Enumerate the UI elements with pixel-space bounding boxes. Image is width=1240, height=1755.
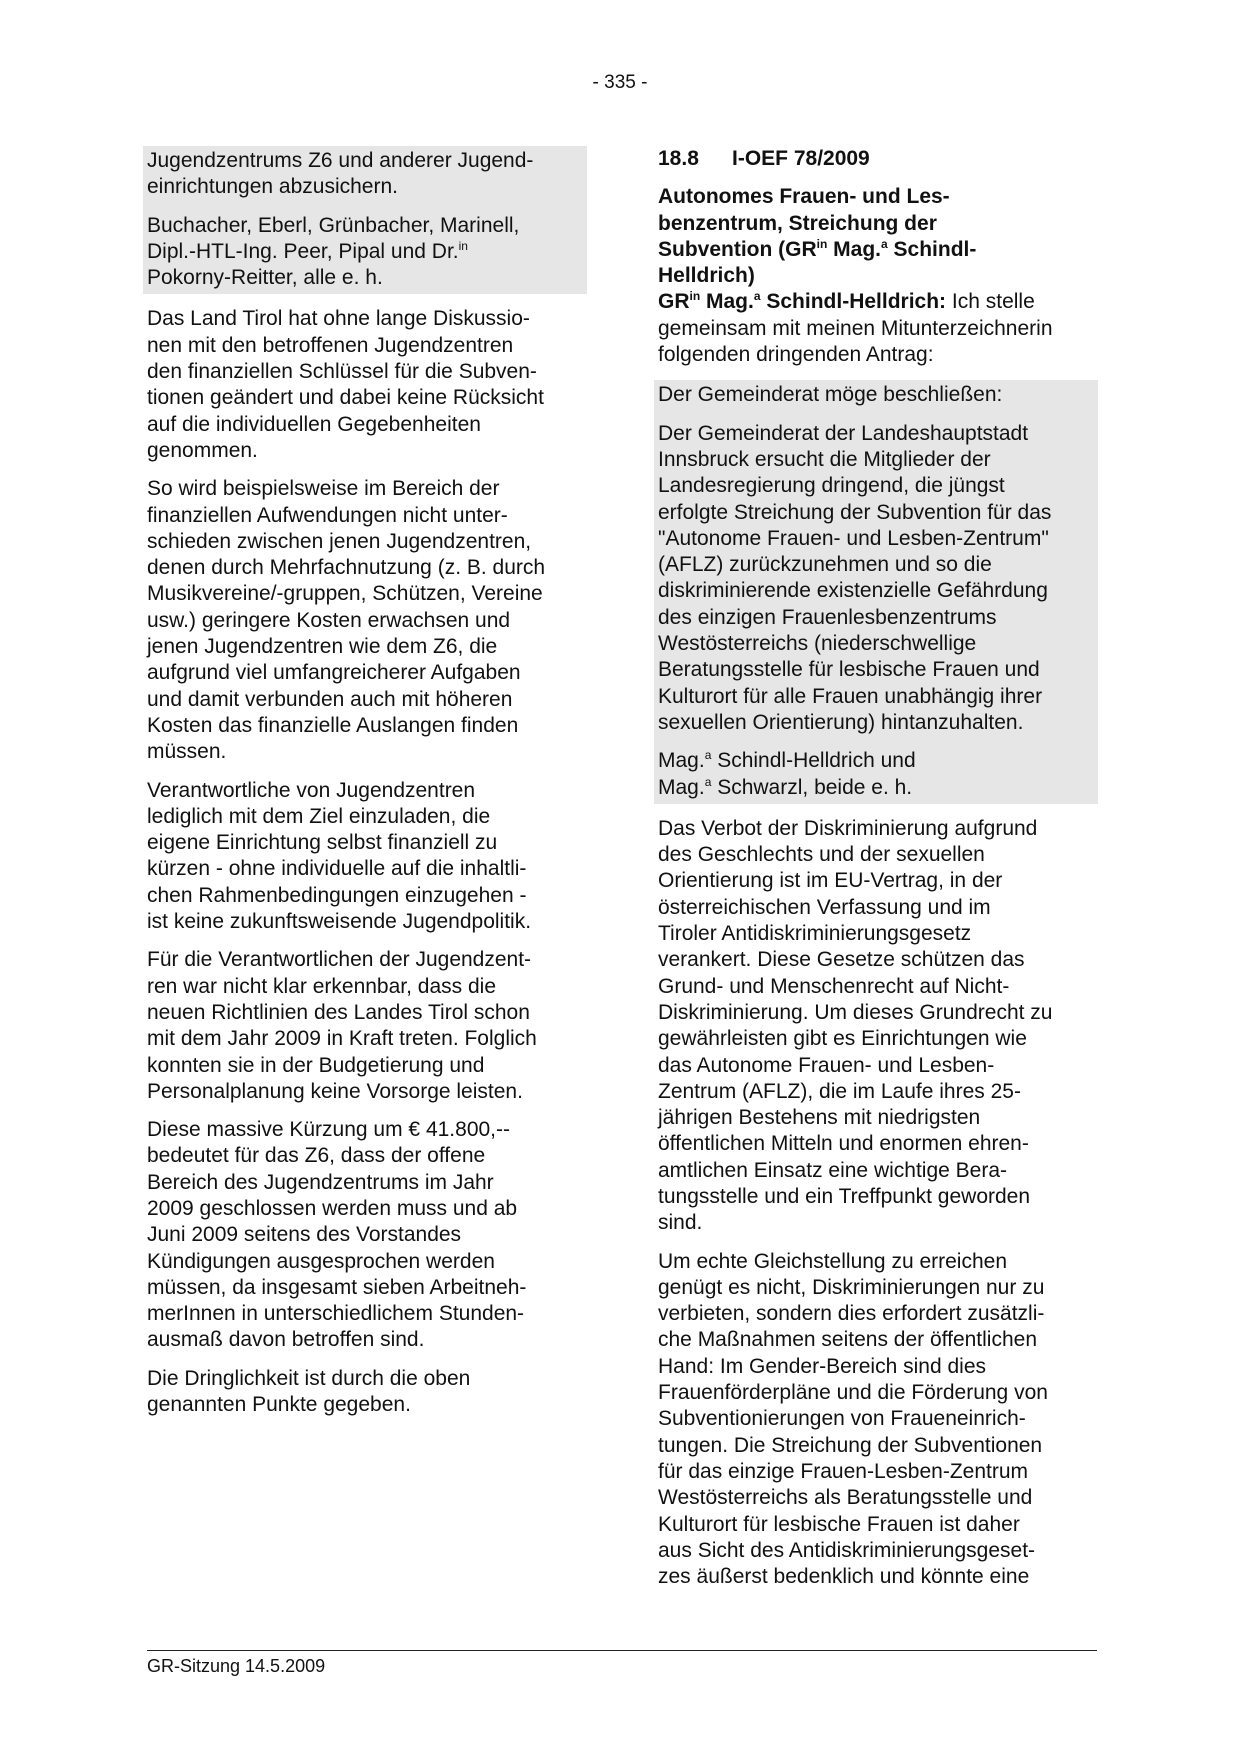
- section-number: 18.8: [658, 147, 699, 170]
- footer-divider: [147, 1650, 1097, 1651]
- paragraph: Das Verbot der Diskriminierung aufgrund des Geschlechts und der sexuellen Orientierung ist im EU-Vertrag, in der österreichischen Verfassung und im Tiroler Antidiskriminierungsgesetz verankert. Diese Gesetze schützen das Grund- und Menschenrecht auf Nicht- Diskriminierung. Um dieses Grundrecht zu gewährleisten gibt es Einrichtungen wie das Autonome Frauen- und Lesben- Zentrum (AFLZ), die im Laufe ihres 25- jährigen Bestehens mit niedrigsten öffentlichen Mitteln und enormen ehren- amtlichen Einsatz eine wichtige Bera- tungsstelle und ein Treffpunkt geworden sind.: [658, 816, 1053, 1235]
- left-column: [147, 146, 587, 1430]
- paragraph: Um echte Gleichstellung zu erreichen genügt es nicht, Diskriminierungen nur zu verbieten, sondern dies erfordert zusätzli- che Maßnahmen seitens der öffentlichen Hand: Im Gender-Bereich sind dies Frauenförderpläne und die Förderung von Subventionierungen von Fraueneinrich- tungen. Die Streichung der Subventionen für das einzige Frauen-Lesben-Zentrum Westösterreichs als Beratungsstelle und Kulturort für lesbische Frauen ist daher aus Sicht des Antidiskriminierungsgeset- zes äußerst bedenklich und könnte eine: [658, 1249, 1048, 1589]
- motion-box: [654, 380, 1098, 803]
- paragraph: Die Dringlichkeit ist durch die oben genannten Punkte gegeben.: [147, 1366, 471, 1417]
- paragraph: Das Land Tirol hat ohne lange Diskussio- nen mit den betroffenen Jugendzentren den finanziellen Schlüssel für die Subven- tionen geändert und dabei keine Rücksicht auf die individuellen Gegebenheiten genommen.: [147, 307, 544, 462]
- motion-continuation: Jugendzentrums Z6 und anderer Jugend- einrichtungen abzusichern.: [147, 149, 534, 199]
- motion-text: Der Gemeinderat der Landeshauptstadt Innsbruck ersucht die Mitglieder der Landesregierung dringend, die jüngst erfolgte Streichung der Subvention für das "Autonome Frauen- und Lesben-Zentrum" (AFLZ) zurückzunehmen und so die diskriminierende existenzielle Gefährdung des einzigen Frauenlesbenzentrums Westösterreichs (niederschwellige Beratungsstelle für lesbische Frauen und Kulturort für alle Frauen unabhängig ihrer sexuellen Orientierung) hintanzuhalten.: [658, 421, 1052, 734]
- paragraph: Für die Verantwortlichen der Jugendzent- ren war nicht klar erkennbar, dass die neuen Richtlinien des Landes Tirol schon mit dem Jahr 2009 in Kraft treten. Folglich konnten sie in der Budgetierung und Personalplanung keine Vorsorge leisten.: [147, 948, 537, 1103]
- speaker-name: $GR^{in}$ Mag.$^a$ Schindl-Helldrich:: [658, 289, 947, 314]
- section-title: Autonomes Frauen- und Les- benzentrum, Streichung der Subvention ($GR^{in}$ Mag.$^a$ Schindl- Helldrich): [658, 185, 977, 288]
- motion-signers: Buchacher, Eberl, Grünbacher, Marinell, Dipl.-HTL-Ing. Peer, Pipal und Dr.$^{in}$ Pokorny-Reitter, alle e. h.: [147, 213, 520, 290]
- paragraph: Verantwortliche von Jugendzentren lediglich mit dem Ziel einzuladen, die eigene Einrichtung selbst finanziell zu kürzen - ohne individuelle auf die inhaltli- chen Rahmenbedingungen einzugehen - ist keine zukunftsweisende Jugendpolitik.: [147, 778, 532, 934]
- section-heading: [658, 146, 1098, 172]
- page-footer: GR-Sitzung 14.5.2009: [147, 1656, 326, 1676]
- page-number: - 335 -: [592, 72, 648, 93]
- motion-signers: Mag.$^a$ Schindl-Helldrich und Mag.$^a$ Schwarzl, beide e. h.: [658, 748, 916, 799]
- paragraph: Diese massive Kürzung um € 41.800,-- bedeutet für das Z6, dass der offene Bereich des Jugendzentrums im Jahr 2009 geschlossen werden muss und ab Juni 2009 seitens des Vorstandes Kündigungen ausgesprochen werden müssen, da insgesamt sieben Arbeitneh- merInnen in unterschiedlichem Stunden- ausmaß davon betroffen sind.: [147, 1118, 527, 1352]
- motion-intro: Der Gemeinderat möge beschließen:: [658, 383, 1003, 407]
- right-column: [658, 146, 1098, 1602]
- paragraph: So wird beispielsweise im Bereich der finanziellen Aufwendungen nicht unter- schieden zwischen jenen Jugendzentren, denen durch Mehrfachnutzung (z. B. durch Musikvereine/-gruppen, Schützen, Vereine usw.) geringere Kosten erwachsen und jenen Jugendzentren wie dem Z6, die aufgrund viel umfangreicherer Aufgaben und damit verbunden auch mit höheren Kosten das finanzielle Auslangen finden müssen.: [147, 477, 546, 764]
- speaker-intro: $GR^{in}$ Mag.$^a$ Schindl-Helldrich: Ich stelle gemeinsam mit meinen Mitunterzeichnerin folgenden dringenden Antrag:: [658, 289, 1053, 367]
- previous-motion-box: [143, 146, 587, 294]
- section-code: I-OEF 78/2009: [732, 147, 870, 170]
